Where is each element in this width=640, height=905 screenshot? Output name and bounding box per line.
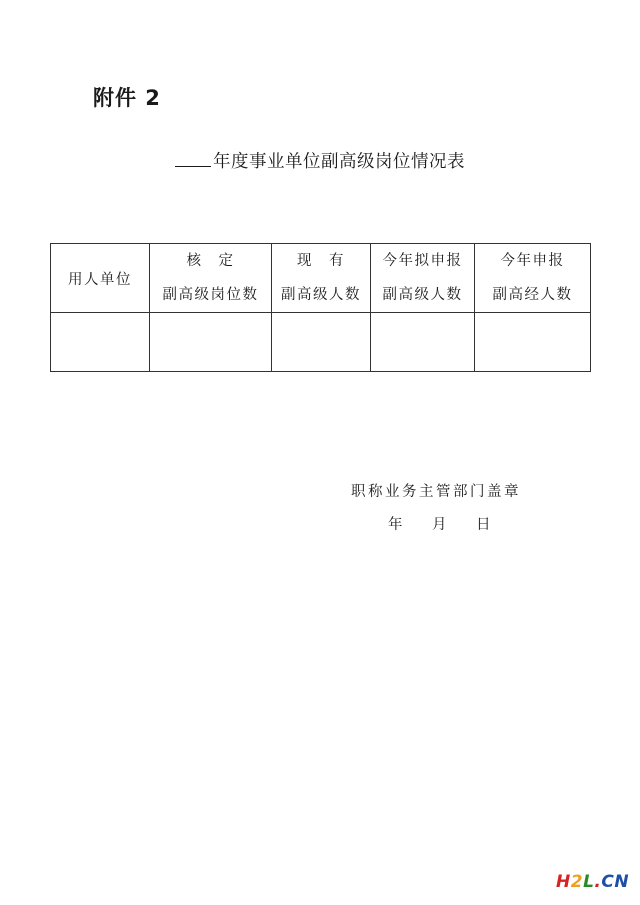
header-current-line1: 现 有 <box>297 253 345 269</box>
header-this-year-line2: 副高经人数 <box>492 287 573 303</box>
position-table <box>50 243 591 372</box>
cell-planned-applications[interactable] <box>371 313 475 372</box>
header-planned-line2: 副高级人数 <box>382 287 463 303</box>
site-watermark <box>556 872 629 892</box>
header-planned-line1: 今年拟申报 <box>382 253 463 269</box>
cell-approved-positions[interactable] <box>150 313 272 372</box>
header-current-line2: 副高级人数 <box>281 287 361 303</box>
seal-text: 职称业务主管部门盖章 <box>351 484 521 500</box>
title-text: 年度事业单位副高级岗位情况表 <box>213 152 465 172</box>
attachment-label: 附件 2 <box>93 86 161 110</box>
watermark-2: 2 <box>570 872 584 892</box>
watermark-cn: CN <box>601 872 630 892</box>
header-this-year-applications <box>475 244 591 313</box>
cell-this-year-applications[interactable] <box>475 313 591 372</box>
header-approved-positions <box>150 244 272 313</box>
date-year: 年 <box>388 517 403 533</box>
watermark-dot: . <box>594 872 602 892</box>
header-planned-applications <box>371 244 475 313</box>
date-day: 日 <box>476 517 491 533</box>
table-header-row <box>51 244 591 313</box>
cell-current-count[interactable] <box>272 313 371 372</box>
watermark-h: H <box>556 872 571 892</box>
header-approved-line2: 副高级岗位数 <box>162 287 259 303</box>
year-blank-line[interactable] <box>175 150 211 167</box>
header-current-count <box>272 244 371 313</box>
date-line <box>388 513 491 534</box>
header-this-year-line1: 今年申报 <box>500 253 565 269</box>
cell-employer-unit[interactable] <box>51 313 150 372</box>
header-approved-line1: 核 定 <box>186 253 235 269</box>
watermark-l: L <box>583 872 595 892</box>
document-title <box>0 148 640 173</box>
header-employer-unit <box>51 244 150 313</box>
header-employer-unit-label: 用人单位 <box>68 271 132 288</box>
table-row <box>51 313 591 372</box>
date-month: 月 <box>432 517 447 533</box>
